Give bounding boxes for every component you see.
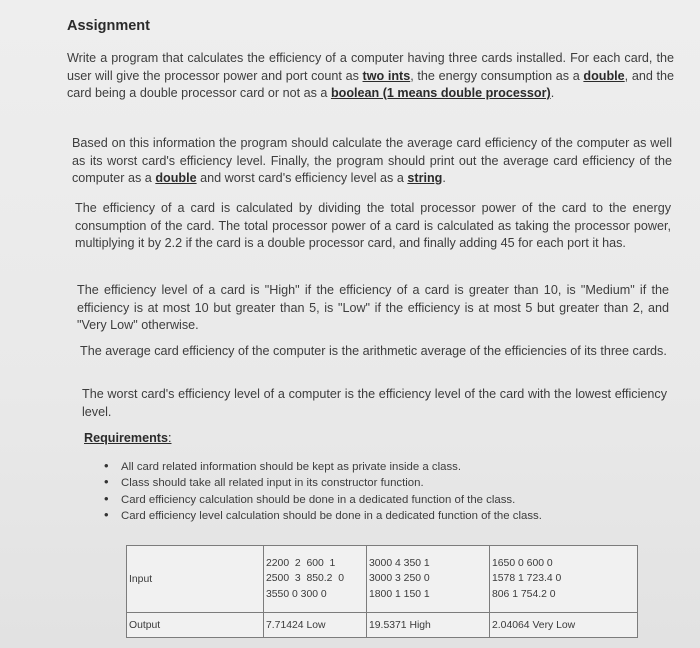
input-cell-3 (490, 546, 638, 613)
output-label: Output (127, 613, 264, 638)
output-cell-3: 2.04064 Very Low (490, 613, 638, 638)
input-line: 806 1 754.2 0 (492, 588, 556, 600)
input-line: 3550 0 300 0 (266, 588, 327, 600)
input-line: 3000 3 250 0 (369, 573, 430, 585)
output-cell-2: 19.5371 High (367, 613, 490, 638)
text: and worst card's efficiency level as a (196, 171, 408, 185)
emphasis-string: string (407, 171, 443, 185)
input-line: 3000 4 350 1 (369, 557, 430, 569)
list-item: • Card efficiency level calculation should be done in a dedicated function of the class. (104, 507, 542, 523)
table-row (127, 546, 638, 613)
input-line: 2500 3 850.2 0 (266, 573, 344, 585)
input-cell-1 (264, 546, 367, 613)
io-example-table (126, 545, 638, 638)
text: Based on this information the program should calculate the average card efficiency of the computer as well as its worst card's efficiency level. Finally, the program should print out the average card efficiency of the computer as a (72, 136, 672, 185)
text: , and the card being a double processor card or not as a (67, 68, 674, 100)
input-line: 1800 1 150 1 (369, 588, 430, 600)
requirements-list (104, 458, 542, 523)
emphasis-two-ints: two ints (362, 68, 411, 83)
emphasis-boolean: boolean (1 means double processor) (330, 86, 551, 100)
paragraph-output (72, 135, 672, 188)
paragraph-average: The average card efficiency of the computer is the arithmetic average of the efficiencies of its three cards. (80, 344, 667, 358)
input-cell-2 (367, 546, 490, 613)
requirements-colon: : (167, 431, 172, 445)
emphasis-double: double (155, 171, 197, 185)
emphasis-double: double (583, 68, 625, 83)
text: . (442, 171, 446, 185)
list-item: • Class should take all related input in its constructor function. (104, 474, 542, 490)
requirements-title: Requirements (84, 431, 168, 445)
paragraph-task (67, 50, 674, 103)
table-row (127, 613, 638, 638)
input-label: Input (127, 546, 264, 613)
output-cell-1: 7.71424 Low (264, 613, 367, 638)
input-line: 1650 0 600 0 (492, 557, 553, 569)
text: Write a program that calculates the efficiency of a computer having three cards installed. For each card, the user will give the processor power and port count as (67, 51, 674, 83)
requirements-heading (84, 431, 171, 445)
input-line: 1578 1 723.4 0 (492, 573, 562, 585)
paragraph-worst: The worst card's efficiency level of a computer is the efficiency level of the card with the lowest efficiency level. (82, 387, 667, 419)
text: . (550, 86, 555, 100)
list-item: • All card related information should be kept as private inside a class. (104, 458, 542, 474)
paragraph-efficiency-levels: The efficiency level of a card is "High" if the efficiency of a card is greater than 10, is "Medium" if the efficiency is at most 10 but greater than 5, is "Low" if the efficiency is at most 5 but greater than 2, and "Very Low" otherwise. (77, 283, 669, 332)
input-line: 2200 2 600 1 (266, 557, 336, 569)
page-title: Assignment (67, 18, 150, 34)
list-item: • Card efficiency calculation should be done in a dedicated function of the class. (104, 491, 542, 507)
text: , the energy consumption as a (410, 68, 584, 83)
paragraph-efficiency-formula: The efficiency of a card is calculated by dividing the total processor power of the card to the energy consumption of the card. The total processor power of a card is calculated as taking the processor power, multiplying it by 2.2 if the card is a double processor card, and finally adding 45 for each port it has. (75, 201, 671, 250)
